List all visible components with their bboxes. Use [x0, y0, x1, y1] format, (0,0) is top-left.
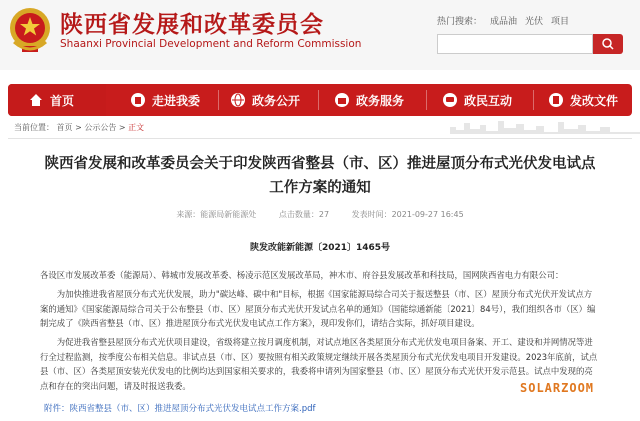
article-paragraph: 为加快推进我省屋顶分布式光伏发展，助力"碳达峰、碳中和"目标，根据《国家能源局综合司关于报送整县（市、区）屋顶分布式光伏开发试点方案的通知》《国家能源局综合司关于公布整县（市、区）屋顶分布式光伏开发试点名单的通知》（国能综通新能〔2021〕84号），我们组织各市（区）编制完成了《陕西省整县（市、区）推进屋顶分布式光伏发电试点工作方案》，现印发你们，请结合实际，抓好项目建设。: [40, 289, 596, 328]
nav-item-interaction[interactable]: [442, 84, 512, 116]
breadcrumb-separator: >: [118, 123, 126, 132]
article-published: 发表时间：2021-09-27 16:45: [351, 210, 464, 219]
article-paragraph: 为促进我省整县屋顶分布式光伏项目建设，省级将建立按月调度机制，对试点地区各类屋顶分布式光伏发电项目备案、开工、建设和并网情况等进行全过程监测，按季度公布相关信息。非试点县（市、区）要按照有相关政策规定继续开展各类屋顶分布式光伏发电项目开发建设。2023年底前，试点县（市、区）各类屋顶安装光伏发电的比例均达到国家相关要求的，我委将申请列为国家整县（市、区）屋顶分布式光伏开发示范县。试点中发现的亮点和存在的突出问题，请及时报送我委。: [40, 337, 598, 391]
article-meta: [0, 209, 640, 220]
hot-search-item[interactable]: 项目: [551, 17, 570, 27]
breadcrumb-label: 当前位置：: [14, 123, 54, 132]
nav-item-documents[interactable]: [548, 84, 618, 116]
breadcrumb-current: 正文: [128, 123, 145, 132]
hot-search-item[interactable]: 成品油: [490, 17, 518, 27]
divider: [8, 138, 632, 139]
nav-label: 政民互动: [464, 93, 513, 108]
nav-separator: [533, 90, 534, 110]
nav-item-about[interactable]: [130, 84, 200, 116]
attachment-label: 附件：陕西省整县（市、区）推进屋顶分布式光伏发电试点工作方案.pdf: [44, 404, 316, 414]
site-title[interactable]: 陕西省发展和改革委员会: [60, 12, 324, 38]
document-number: 陕发改能新能源〔2021〕1465号: [249, 243, 391, 253]
briefcase-icon: [334, 92, 350, 108]
nav-item-gov-service[interactable]: [334, 84, 404, 116]
breadcrumb-separator: >: [75, 123, 82, 132]
hot-search: [437, 14, 577, 27]
site-subtitle: Shaanxi Provincial Development and Reform Commission: [60, 38, 362, 50]
city-skyline-decoration: [440, 118, 640, 134]
hot-search-label: 热门搜索：: [437, 17, 483, 27]
document-icon: [548, 92, 564, 108]
article-title: 陕西省发展和改革委员会关于印发陕西省整县（市、区）推进屋顶分布式光伏发电试点工作方案的通知: [44, 156, 596, 196]
article-paragraph: 各设区市发展改革委（能源局）、韩城市发展改革委、杨凌示范区发展改革局，神木市、府谷县发展改革和科技局，国网陕西省电力有限公司：: [40, 270, 564, 280]
article-source: 来源：能源局新能源处: [176, 210, 257, 219]
hot-search-item[interactable]: 光伏: [525, 17, 544, 27]
nav-item-home[interactable]: [8, 84, 106, 116]
nav-label: 政务公开: [252, 93, 301, 108]
search-input[interactable]: [437, 34, 593, 54]
nav-label: 政务服务: [356, 93, 405, 108]
search-icon: [593, 34, 623, 54]
chat-icon: [442, 92, 458, 108]
nav-separator: [218, 90, 219, 110]
nav-label: 走进我委: [152, 93, 201, 108]
nav-item-gov-open[interactable]: [230, 84, 300, 116]
nav-separator: [426, 90, 427, 110]
search-button[interactable]: [593, 34, 623, 54]
site-header: [0, 0, 640, 70]
attachment-link[interactable]: [44, 402, 316, 414]
solarzoom-watermark: SOLARZOOM: [520, 381, 595, 395]
globe-icon: [230, 92, 246, 108]
main-nav: [8, 84, 632, 116]
breadcrumb-section-link[interactable]: 公示公告: [84, 123, 117, 132]
national-emblem-icon: [8, 6, 52, 56]
breadcrumb: [14, 122, 144, 133]
nav-label: 发改文件: [570, 93, 619, 108]
building-icon: [130, 92, 146, 108]
nav-label: 首页: [50, 93, 75, 108]
home-icon: [28, 92, 44, 108]
breadcrumb-home-link[interactable]: 首页: [56, 123, 73, 132]
nav-separator: [318, 90, 319, 110]
article-clicks: 点击数量：27: [278, 210, 330, 219]
